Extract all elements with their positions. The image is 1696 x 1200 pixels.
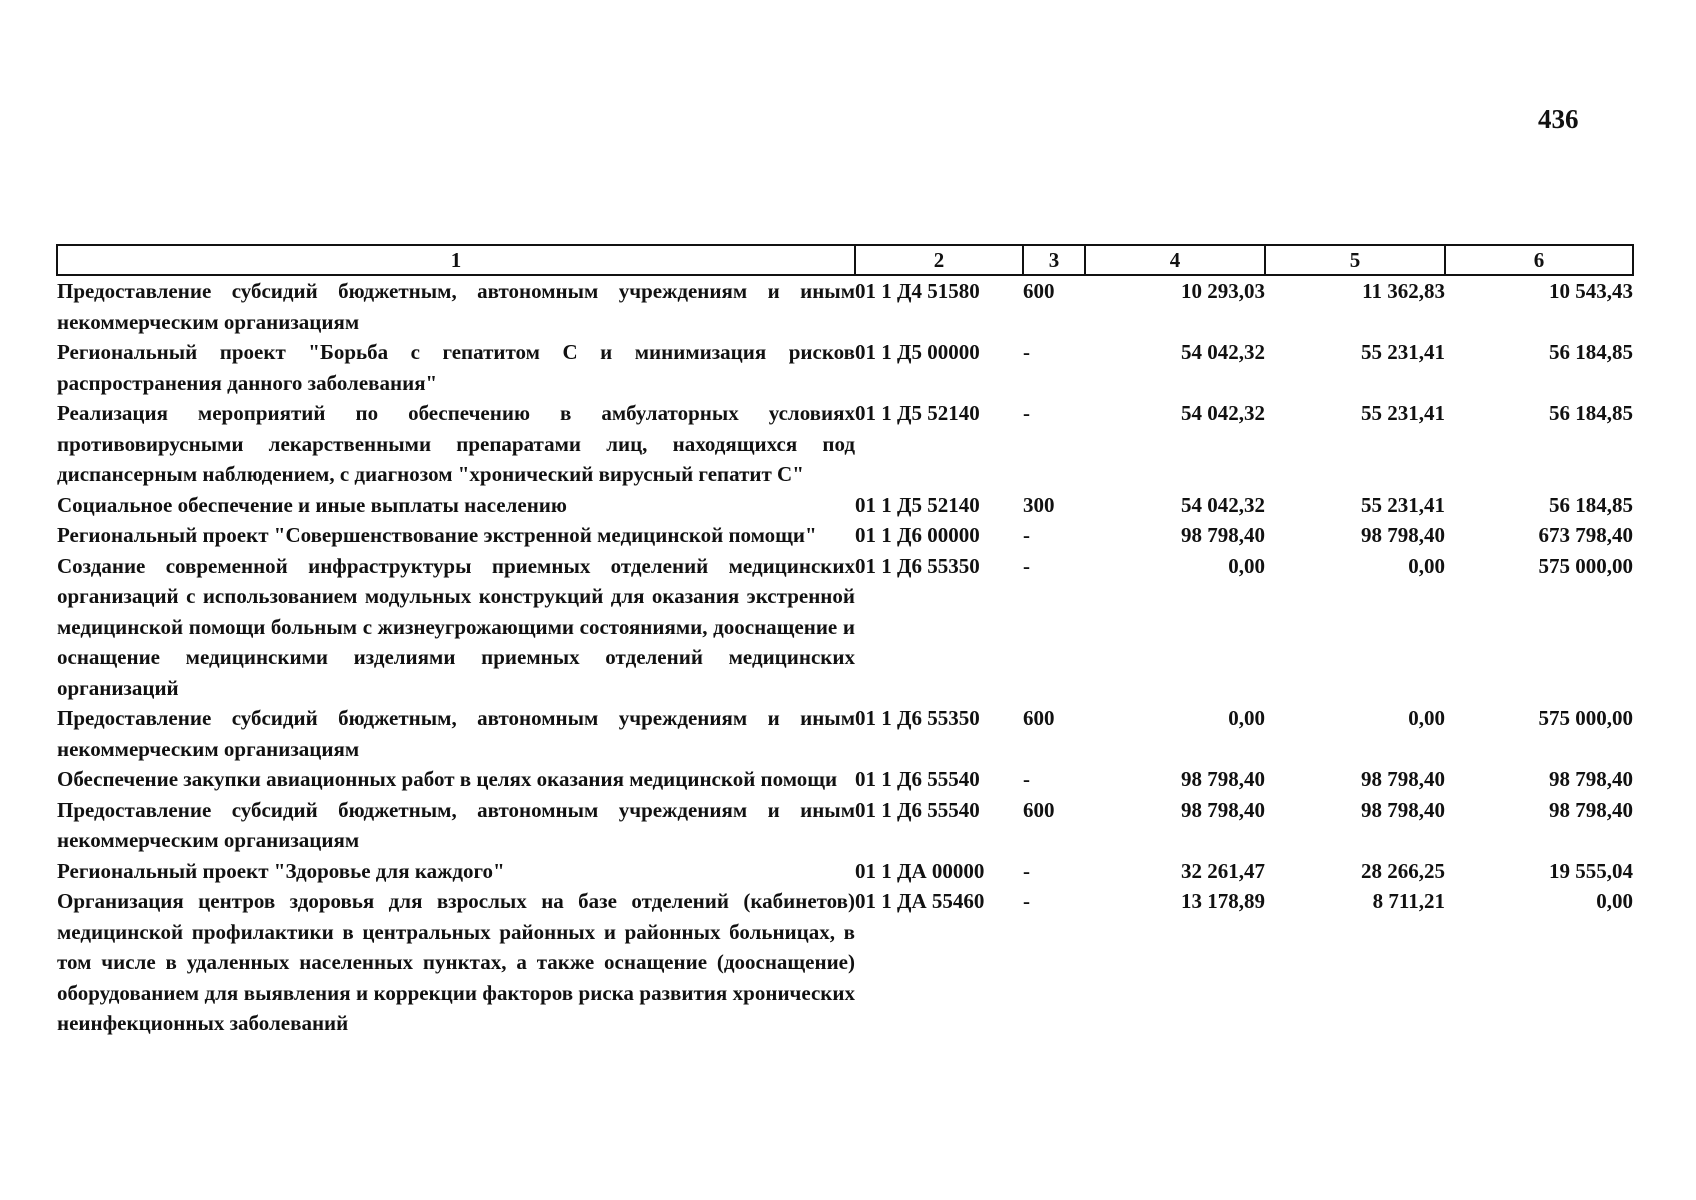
table-row bbox=[57, 703, 1633, 764]
table-row bbox=[57, 490, 1633, 521]
row-value-4: 98 798,40 bbox=[1181, 523, 1265, 547]
row-value-5: 98 798,40 bbox=[1361, 797, 1445, 822]
column-header-1: 1 bbox=[57, 245, 855, 275]
budget-table bbox=[56, 244, 1634, 1039]
table-row bbox=[57, 520, 1633, 551]
row-value-4: 54 042,32 bbox=[1181, 401, 1265, 425]
table-row bbox=[57, 886, 1633, 1039]
row-value-6: 98 798,40 bbox=[1549, 797, 1633, 822]
row-value-5: 11 362,83 bbox=[1362, 279, 1445, 303]
row-kind: 600 bbox=[1023, 706, 1055, 730]
row-kind: 600 bbox=[1023, 797, 1055, 822]
row-kind: 300 bbox=[1023, 492, 1055, 517]
row-kind: - bbox=[1023, 401, 1030, 425]
row-name: Региональный проект "Совершенствование экстренной медицинской помощи" bbox=[57, 523, 817, 547]
row-value-4: 0,00 bbox=[1228, 553, 1265, 578]
row-name: Создание современной инфраструктуры приемных отделений медицинских организаций с использованием модульных конструкций для оказания экстренной медицинской помощи больным с жизнеугрожающими состояниями, дооснащение и оснащение медицинскими изделиями приемных отделений медицинских организаций bbox=[57, 553, 855, 700]
table-row bbox=[57, 795, 1633, 856]
row-code: 01 1 Д5 52140 bbox=[855, 492, 980, 517]
row-value-6: 56 184,85 bbox=[1549, 492, 1633, 517]
row-name: Реализация мероприятий по обеспечению в амбулаторных условиях противовирусными лекарственными препаратами лиц, находящихся под диспансерным наблюдением, с диагнозом "хронический вирусный гепатит С" bbox=[57, 401, 855, 486]
row-code: 01 1 Д5 52140 bbox=[855, 401, 980, 425]
table-header bbox=[57, 245, 1633, 275]
column-header-5: 5 bbox=[1265, 245, 1445, 275]
row-value-6: 0,00 bbox=[1596, 889, 1633, 913]
column-header-2: 2 bbox=[855, 245, 1023, 275]
column-header-3: 3 bbox=[1023, 245, 1085, 275]
row-kind: - bbox=[1023, 523, 1030, 547]
row-name: Предоставление субсидий бюджетным, автономным учреждениям и иным некоммерческим организациям bbox=[57, 797, 855, 852]
table-row bbox=[57, 275, 1633, 337]
row-kind: - bbox=[1023, 340, 1030, 364]
row-value-5: 55 231,41 bbox=[1361, 401, 1445, 425]
row-value-4: 54 042,32 bbox=[1181, 340, 1265, 364]
table-body bbox=[57, 275, 1633, 1039]
row-value-5: 28 266,25 bbox=[1361, 858, 1445, 883]
row-value-5: 8 711,21 bbox=[1372, 889, 1445, 913]
row-kind: - bbox=[1023, 767, 1030, 791]
row-kind: - bbox=[1023, 889, 1030, 913]
table-row bbox=[57, 764, 1633, 795]
row-value-5: 98 798,40 bbox=[1361, 523, 1445, 547]
row-code: 01 1 Д6 55350 bbox=[855, 706, 980, 730]
row-value-4: 54 042,32 bbox=[1181, 492, 1265, 517]
row-value-6: 575 000,00 bbox=[1538, 706, 1633, 730]
row-name: Предоставление субсидий бюджетным, автономным учреждениям и иным некоммерческим организациям bbox=[57, 706, 855, 761]
row-value-6: 56 184,85 bbox=[1549, 401, 1633, 425]
row-value-6: 56 184,85 bbox=[1549, 340, 1633, 364]
header-row bbox=[57, 245, 1633, 275]
row-code: 01 1 ДА 55460 bbox=[855, 889, 985, 913]
row-value-6: 575 000,00 bbox=[1538, 553, 1633, 578]
row-name: Организация центров здоровья для взрослых на базе отделений (кабинетов) медицинской профилактики в центральных районных и районных больницах, в том числе в удаленных населенных пунктах, а также оснащение (дооснащение) оборудованием для выявления и коррекции факторов риска развития хронических неинфекционных заболеваний bbox=[57, 889, 855, 1035]
row-value-6: 19 555,04 bbox=[1549, 858, 1633, 883]
row-value-4: 0,00 bbox=[1228, 706, 1265, 730]
page-number: 436 bbox=[1538, 104, 1579, 134]
row-code: 01 1 Д6 55540 bbox=[855, 797, 980, 822]
row-name: Региональный проект "Борьба с гепатитом С и минимизация рисков распространения данного заболевания" bbox=[57, 340, 855, 395]
row-value-4: 10 293,03 bbox=[1181, 279, 1265, 303]
row-value-4: 98 798,40 bbox=[1181, 797, 1265, 822]
row-value-4: 13 178,89 bbox=[1181, 889, 1265, 913]
table-row bbox=[57, 551, 1633, 704]
row-kind: - bbox=[1023, 858, 1030, 883]
row-value-6: 673 798,40 bbox=[1538, 523, 1633, 547]
table-row bbox=[57, 398, 1633, 490]
row-value-6: 10 543,43 bbox=[1549, 279, 1633, 303]
row-code: 01 1 Д6 55540 bbox=[855, 767, 980, 791]
table-row bbox=[57, 337, 1633, 398]
row-kind: 600 bbox=[1023, 279, 1055, 303]
row-name: Региональный проект "Здоровье для каждого" bbox=[57, 858, 505, 883]
table-row bbox=[57, 856, 1633, 887]
row-code: 01 1 Д5 00000 bbox=[855, 340, 980, 364]
row-code: 01 1 Д4 51580 bbox=[855, 279, 980, 303]
row-name: Обеспечение закупки авиационных работ в целях оказания медицинской помощи bbox=[57, 767, 838, 791]
row-code: 01 1 Д6 00000 bbox=[855, 523, 980, 547]
column-header-4: 4 bbox=[1085, 245, 1265, 275]
row-value-5: 98 798,40 bbox=[1361, 767, 1445, 791]
row-code: 01 1 ДА 00000 bbox=[855, 858, 985, 883]
row-kind: - bbox=[1023, 553, 1030, 578]
row-name: Предоставление субсидий бюджетным, автономным учреждениям и иным некоммерческим организациям bbox=[57, 279, 855, 334]
row-value-5: 0,00 bbox=[1408, 706, 1445, 730]
column-header-6: 6 bbox=[1445, 245, 1633, 275]
row-code: 01 1 Д6 55350 bbox=[855, 553, 980, 578]
row-value-6: 98 798,40 bbox=[1549, 767, 1633, 791]
row-value-4: 98 798,40 bbox=[1181, 767, 1265, 791]
row-name: Социальное обеспечение и иные выплаты населению bbox=[57, 492, 567, 517]
row-value-5: 0,00 bbox=[1408, 553, 1445, 578]
row-value-5: 55 231,41 bbox=[1361, 340, 1445, 364]
row-value-5: 55 231,41 bbox=[1361, 492, 1445, 517]
row-value-4: 32 261,47 bbox=[1181, 858, 1265, 883]
